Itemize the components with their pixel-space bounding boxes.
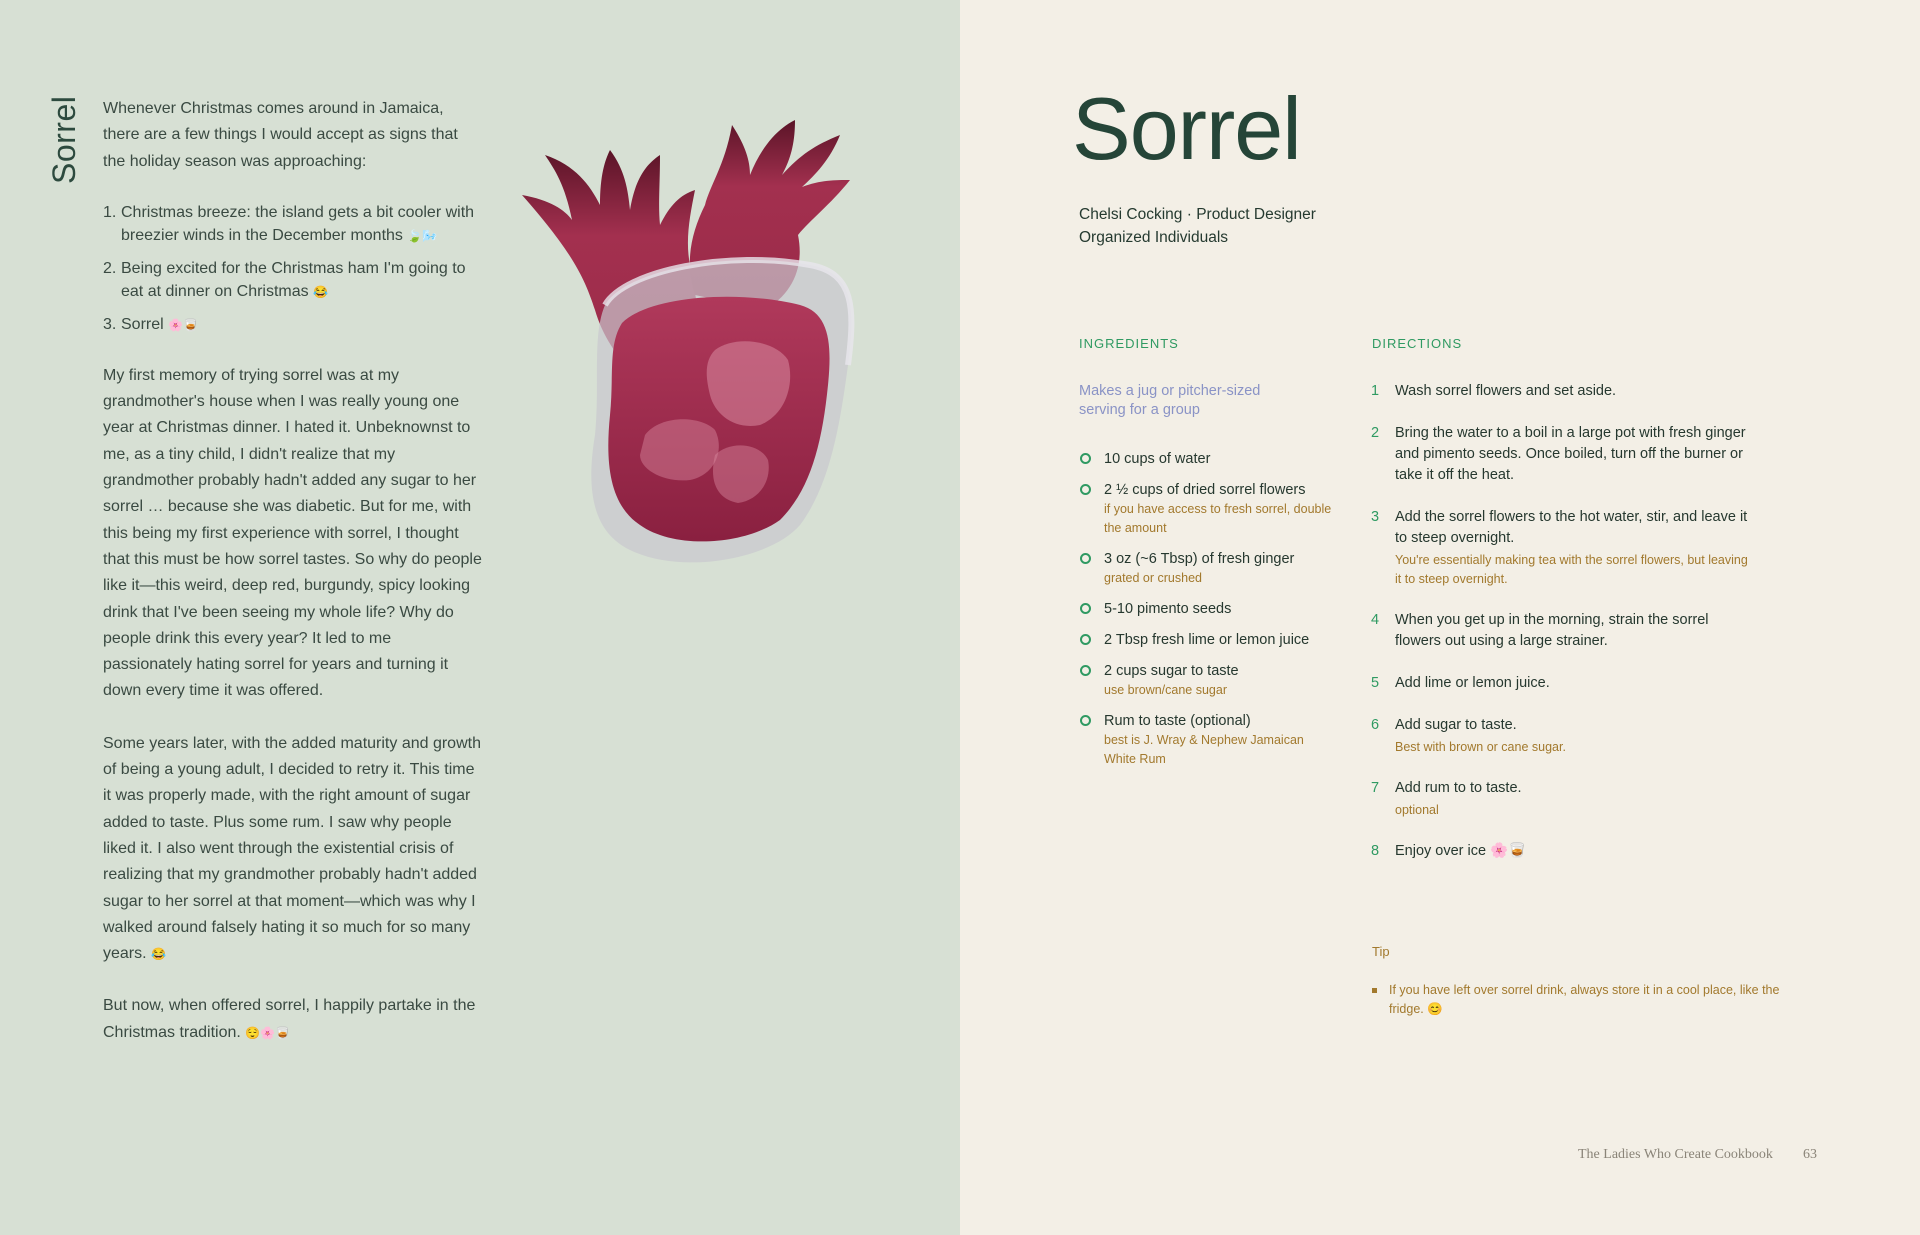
author-organization: Organized Individuals [1079,229,1229,246]
retry-paragraph: Some years later, with the added maturity and growth of being a young adult, I decided to retry it. This time it was properly made, with the right amount of sugar added to taste. Plus some rum. I saw why people liked it. I also went through the existential crisis of realizing that my grandmother probably hadn't added sugar to her sorrel at that moment—which was why I walked around falsely hating it so much for so many years. 😂 [103,734,481,963]
footer-book-title: The Ladies Who Create Cookbook [1578,1147,1773,1162]
author-name: Chelsi Cocking [1079,206,1183,223]
leaf-wind-emoji: 🍃🌬️ [407,228,438,243]
ingredient-item: 5-10 pimento seeds [1079,599,1339,619]
direction-step: 5 Add lime or lemon juice. [1371,675,1550,691]
page-number: 63 [1803,1147,1817,1162]
sorrel-drink-illustration [510,95,860,585]
ingredients-list [1079,449,1339,780]
direction-step: 6 Add sugar to taste. Best with brown or cane sugar. [1371,717,1566,754]
direction-step: 2 Bring the water to a boil in a large pot with fresh ginger and pimento seeds. Once boiled, turn off the burner or take it off the heat. [1371,425,1746,483]
ingredient-item: 3 oz (~6 Tbsp) of fresh ginger grated or crushed [1079,549,1339,588]
list-item: 1. Christmas breeze: the island gets a bit cooler with breezier winds in the December months 🍃🌬️ [103,203,475,244]
byline [1079,203,1316,249]
circle-bullet-icon [1080,715,1091,726]
tip-item [1372,981,1789,1019]
circle-bullet-icon [1080,665,1091,676]
square-bullet-icon [1372,988,1377,993]
circle-bullet-icon [1080,453,1091,464]
laughing-emoji: 😂 [151,947,166,962]
tradition-paragraph: But now, when offered sorrel, I happily partake in the Christmas tradition. 😌🌸🥃 [103,997,476,1041]
directions-heading: DIRECTIONS [1372,336,1463,351]
list-item: 3. Sorrel 🌸🥃 [103,315,199,333]
ingredient-item: 2 Tbsp fresh lime or lemon juice [1079,630,1339,650]
laughing-emoji: 😂 [313,284,329,299]
direction-step: 3 Add the sorrel flowers to the hot water, stir, and leave it to steep overnight. You're essentially making tea with the sorrel flowers, but leaving it to steep overnight. [1371,509,1748,586]
circle-bullet-icon [1080,553,1091,564]
side-title: Sorrel [46,95,82,184]
tip-text: If you have left over sorrel drink, always store it in a cool place, like the fridge. 😊 [1389,983,1780,1016]
recipe-title: Sorrel [1072,79,1301,178]
tip-heading: Tip [1372,944,1390,959]
ingredient-item: 2 cups sugar to taste use brown/cane sugar [1079,661,1339,700]
ice-cube [640,419,719,480]
direction-step: 1 Wash sorrel flowers and set aside. [1371,383,1617,399]
ingredient-item: 2 ½ cups of dried sorrel flowers if you have access to fresh sorrel, double the amount [1079,480,1339,538]
content-flower-drink-emoji: 😌🌸🥃 [245,1025,291,1040]
directions-list [1370,381,1750,883]
circle-bullet-icon [1080,603,1091,614]
ingredient-item: Rum to taste (optional) best is J. Wray & Nephew Jamaican White Rum [1079,711,1339,769]
flower-drink-emoji: 🌸🥃 [168,317,199,332]
circle-bullet-icon [1080,634,1091,645]
direction-step: 8 Enjoy over ice 🌸🥃 [1371,843,1527,859]
ingredients-heading: INGREDIENTS [1079,336,1179,351]
direction-step: 7 Add rum to to taste. optional [1371,780,1522,817]
signs-list [103,201,483,337]
circle-bullet-icon [1080,484,1091,495]
author-role: Product Designer [1196,206,1316,223]
direction-step: 4 When you get up in the morning, strain the sorrel flowers out using a large strainer. [1371,612,1709,649]
list-item: 2. Being excited for the Christmas ham I'm going to eat at dinner on Christmas 😂 [103,259,466,300]
story-text [103,96,483,1072]
ingredient-item: 10 cups of water [1079,449,1339,469]
memory-paragraph: My first memory of trying sorrel was at my grandmother's house when I was really young one year at Christmas dinner. I hated it. Unbeknownst to me, as a tiny child, I didn't realize that my grandmother probably hadn't added any sugar to her sorrel … because she was diabetic. But for me, with this being my first experience with sorrel, I thought that this must be how sorrel tastes. So why do people like it—this weird, deep red, burgundy, spicy looking drink that I've been seeing my whole life? Why do people drink this every year? It led to me passionately hating sorrel for years and turning it down every time it was offered. [103,366,482,700]
serving-note: Makes a jug or pitcher-sized serving for a group [1079,383,1261,418]
intro-paragraph: Whenever Christmas comes around in Jamaica, there are a few things I would accept as signs that the holiday season was approaching: [103,100,458,170]
byline-separator: · [1186,206,1192,223]
